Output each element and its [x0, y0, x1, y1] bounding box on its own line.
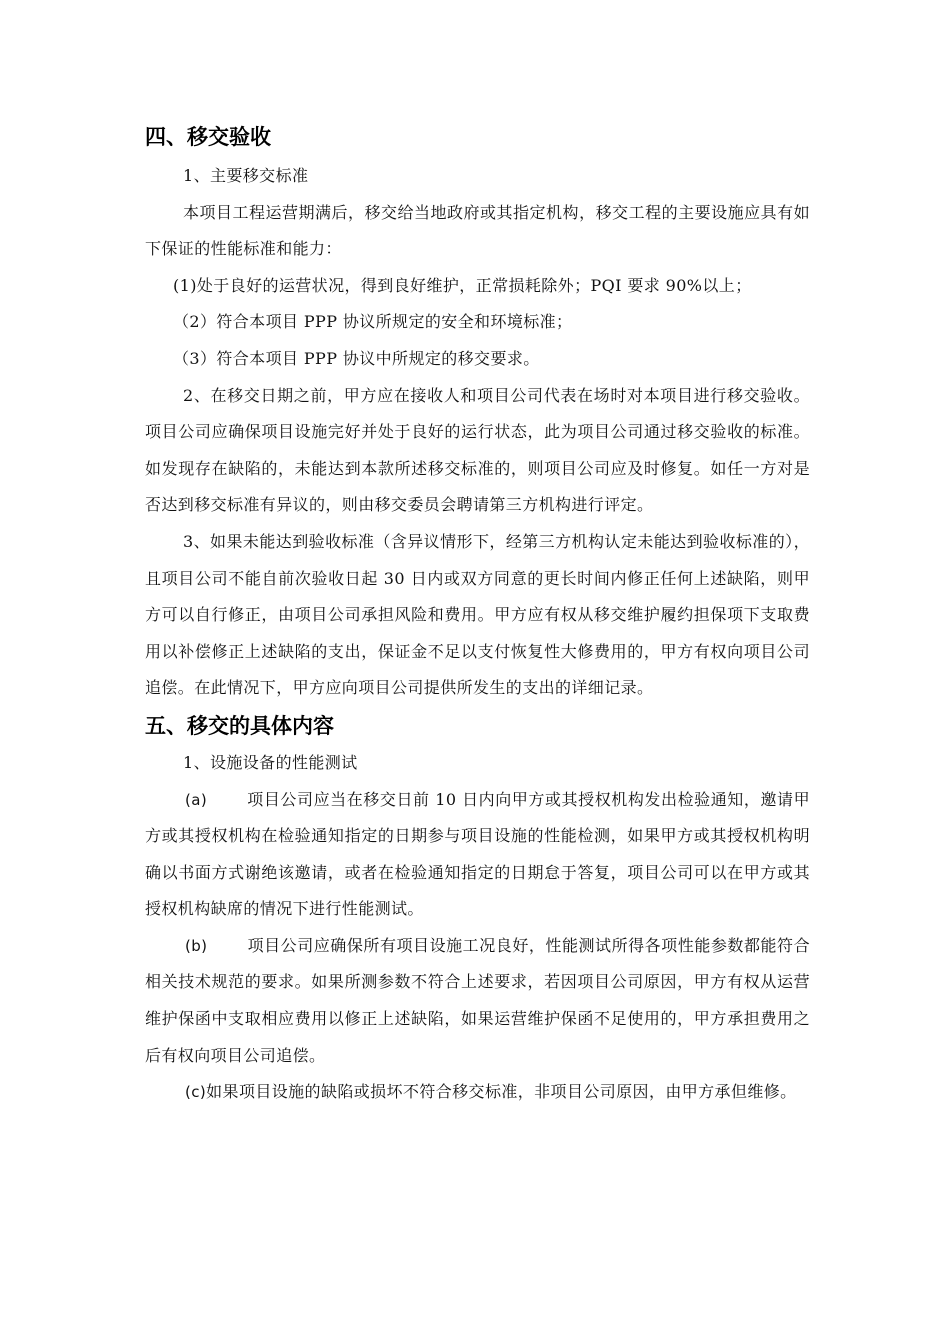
- s5-item-a-text: 项目公司应当在移交日前 10 日内向甲方或其授权机构发出检验通知，邀请甲方或其授权机构在检验通知指定的日期参与项目设施的性能检测，如果甲方或其授权机构明确以书面方式谢绝该邀请，或者在检验通知指定的日期怠于答复，项目公司可以在甲方或其授权机构缺席的情况下进行性能测试。: [145, 789, 810, 919]
- s4-item3-paragraph: 3、如果未能达到验收标准（含异议情形下，经第三方机构认定未能达到验收标准的），且项目公司不能自前次验收日起 30 日内或双方同意的更长时间内修正任何上述缺陷，则甲方可以自行修正，由项目公司承担风险和费用。甲方应有权从移交维护履约担保项下支取费用以补偿修正上述缺陷的支出，保证金不足以支付恢复性大修费用的，甲方有权向项目公司追偿。在此情况下，甲方应向项目公司提供所发生的支出的详细记录。: [145, 531, 810, 698]
- s5-item-c-text: 如果项目设施的缺陷或损坏不符合移交标准，非项目公司原因，由甲方承但维修。: [206, 1082, 797, 1102]
- s4-item1-title: 1、主要移交标准: [183, 166, 309, 185]
- s4-item1-intro: 本项目工程运营期满后，移交给当地政府或其指定机构，移交工程的主要设施应具有如下保证的性能标准和能力：: [145, 202, 810, 259]
- s4-item2-paragraph: 2、在移交日期之前，甲方应在接收人和项目公司代表在场时对本项目进行移交验收。项目公司应确保项目设施完好并处于良好的运行状态，此为项目公司通过移交验收的标准。如发现存在缺陷的，未能达到本款所述移交标准的，则项目公司应及时修复。如任一方对是否达到移交标准有异议的，则由移交委员会聘请第三方机构进行评定。: [145, 385, 810, 515]
- s5-item-c: [145, 1074, 810, 1111]
- s5-item-a: [145, 782, 810, 928]
- s4-list-item-2: （2）符合本项目 PPP 协议所规定的安全和环境标准；: [173, 312, 573, 332]
- s5-item-b-label: (b): [185, 936, 208, 955]
- page-content: [145, 118, 810, 1111]
- s5-item-a-label: (a): [185, 790, 208, 809]
- s5-item-b: [145, 928, 810, 1074]
- s5-item-c-label: (c): [185, 1083, 207, 1102]
- section-4-heading: 四、移交验收: [145, 125, 271, 149]
- s5-item1-title: 1、设施设备的性能测试: [183, 752, 358, 772]
- section-5-heading: 五、移交的具体内容: [145, 713, 334, 738]
- s5-item-b-text: 项目公司应确保所有项目设施工况良好，性能测试所得各项性能参数都能符合相关技术规范的要求。如果所测参数不符合上述要求，若因项目公司原因，甲方有权从运营维护保函中支取相应费用以修正上述缺陷，如果运营维护保函不足使用的，甲方承担费用之后有权向项目公司追偿。: [145, 935, 810, 1065]
- s4-list-item-1: (1)处于良好的运营状况，得到良好维护，正常损耗除外；PQI 要求 90%以上；: [173, 275, 752, 295]
- s4-list-item-3: （3）符合本项目 PPP 协议中所规定的移交要求。: [173, 348, 540, 368]
